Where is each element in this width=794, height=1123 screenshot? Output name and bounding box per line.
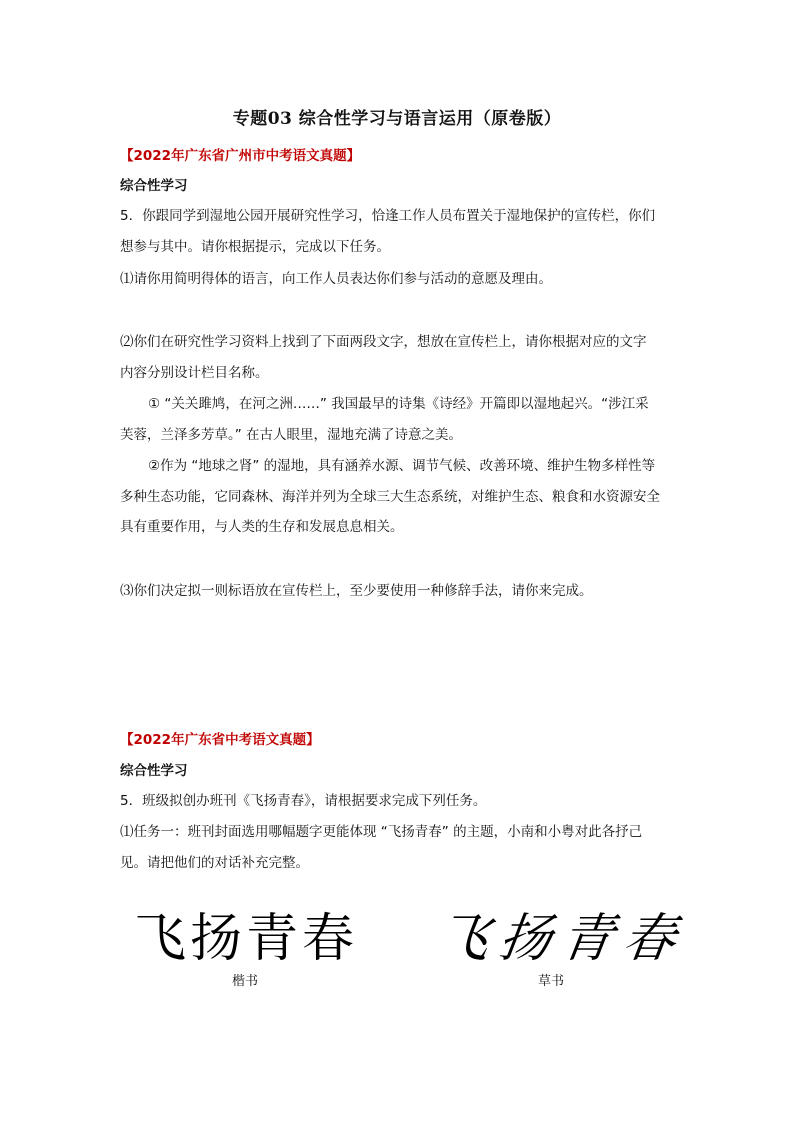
passage-2 (120, 451, 680, 543)
sub-question-3: ⑶你们决定拟一则标语放在宣传栏上，至少要使用一种修辞手法，请你来完成。 (120, 583, 593, 599)
source-label-guangzhou: 【2022年广东省广州市中考语文真题】 (120, 148, 361, 164)
section-heading: 综合性学习 (120, 178, 188, 194)
passage-line: 具有重要作用，与人类的生存和发展息息相关。 (120, 519, 404, 535)
calligraphy-cursive-script: 飞扬青春 (433, 909, 690, 969)
question-line: 5．你跟同学到湿地公园开展研究性学习，恰逢工作人员布置关于湿地保护的宣传栏，你们 (120, 208, 656, 224)
caption-cursive-script: 草书 (538, 974, 565, 989)
source-label-guangdong: 【2022年广东省中考语文真题】 (120, 732, 320, 748)
question-line: 内容分别设计栏目名称。 (120, 364, 269, 381)
sub-question-1: ⑴请你用简明得体的语言，向工作人员表达你们参与活动的意愿及理由。 (120, 271, 552, 287)
question-5-intro: 5．班级拟创办班刊《飞扬青春》，请根据要求完成下列任务。 (120, 793, 487, 809)
question-5-intro (120, 201, 680, 262)
caption-regular-script: 楷书 (232, 974, 259, 989)
calligraphy-regular-script: 飞扬青春 (134, 909, 359, 969)
passage-line: 芙蓉，兰泽多芳草。” 在古人眼里，湿地充满了诗意之美。 (120, 426, 463, 443)
passage-line: 多种生态功能，它同森林、海洋并列为全球三大生态系统，对维护生态、粮食和水资源安全 (120, 488, 660, 505)
question-line: 想参与其中。请你根据提示，完成以下任务。 (120, 238, 390, 255)
question-line: ⑵你们在研究性学习资料上找到了下面两段文字，想放在宣传栏上，请你根据对应的文字 (120, 334, 647, 350)
sub-question-2 (120, 327, 680, 388)
passage-1 (120, 389, 680, 450)
page-title: 专题03 综合性学习与语言运用（原卷版） (232, 109, 562, 129)
question-line: ⑴任务一：班刊封面选用哪幅题字更能体现 “飞扬青春” 的主题，小南和小粤对此各抒己 (120, 824, 643, 840)
section-heading: 综合性学习 (120, 763, 188, 779)
passage-line: ②作为 “地球之肾” 的湿地，具有涵养水源、调节气候、改善环境、维护生物多样性等 (148, 458, 656, 474)
question-line: 见。请把他们的对话补充完整。 (120, 854, 309, 871)
sub-question-1 (120, 817, 680, 878)
passage-line: ① “关关雎鸠，在河之洲……” 我国最早的诗集《诗经》开篇即以湿地起兴。“涉江采 (148, 396, 649, 412)
